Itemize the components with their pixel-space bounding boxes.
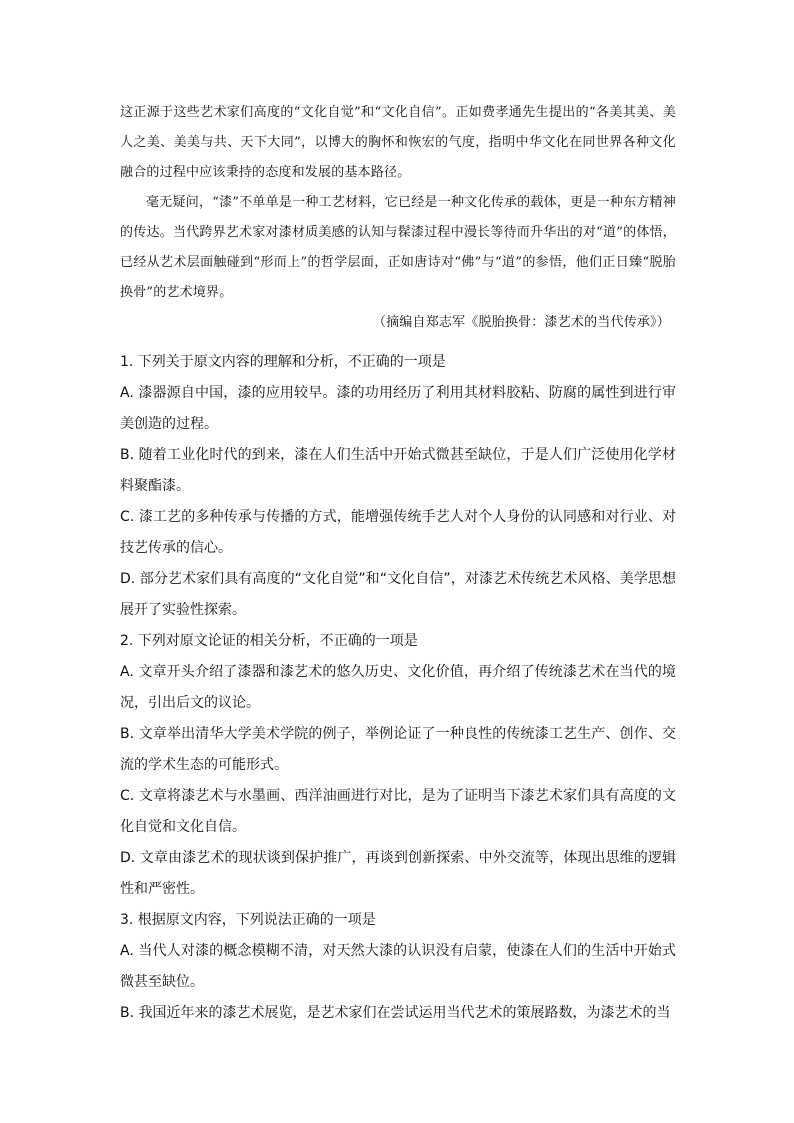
- answer-option: C. 漆工艺的多种传承与传播的方式，能增强传统手艺人对个人身份的认同感和对行业、对技艺传承的信心。: [120, 509, 676, 556]
- answer-option: A. 当代人对漆的概念模糊不清，对天然大漆的认识没有启蒙，使漆在人们的生活中开始式微甚至缺位。: [120, 943, 676, 990]
- question-list: [120, 347, 676, 1029]
- passage-source: （摘编自郑志军《脱胎换骨：漆艺术的当代传承》）: [372, 315, 670, 330]
- question-stem: 3. 根据原文内容，下列说法正确的一项是: [120, 912, 376, 928]
- answer-option: A. 漆器源自中国，漆的应用较早。漆的功用经历了利用其材料胶粘、防腐的属性到进行审美创造的过程。: [120, 385, 676, 432]
- passage-paragraph: 毫无疑问，“漆”不单单是一种工艺材料，它已经是一种文化传承的载体，更是一种东方精神的传达。当代跨界艺术家对漆材质美感的认知与髹漆过程中漫长等待而升华出的对“道”的体悟，已经从艺术层面触碰到“形而上”的哲学层面，正如唐诗对“佛”与“道”的参悟，他们正日臻“脱胎换骨”的艺术境界。: [120, 195, 676, 300]
- question-stem: 2. 下列对原文论证的相关分析，不正确的一项是: [120, 633, 418, 649]
- answer-option: B. 文章举出清华大学美术学院的例子，举例论证了一种良性的传统漆工艺生产、创作、交流的学术生态的可能形式。: [120, 726, 676, 773]
- answer-option: D. 部分艺术家们具有高度的“文化自觉”和“文化自信”，对漆艺术传统艺术风格、美学思想展开了实验性探索。: [120, 571, 676, 618]
- passage-paragraph: 这正源于这些艺术家们高度的“文化自觉”和“文化自信”。正如费孝通先生提出的“各美其美、美人之美、美美与共、天下大同”，以博大的胸怀和恢宏的气度，指明中华文化在同世界各种文化融合的过程中应该秉持的态度和发展的基本路径。: [120, 105, 676, 180]
- answer-option: B. 我国近年来的漆艺术展览，是艺术家们在尝试运用当代艺术的策展路数，为漆艺术的当: [120, 1005, 671, 1021]
- question-stem: 1. 下列关于原文内容的理解和分析，不正确的一项是: [120, 354, 446, 370]
- answer-option: B. 随着工业化时代的到来，漆在人们生活中开始式微甚至缺位，于是人们广泛使用化学材料聚酯漆。: [120, 447, 676, 494]
- answer-option: A. 文章开头介绍了漆器和漆艺术的悠久历史、文化价值，再介绍了传统漆艺术在当代的境况，引出后文的议论。: [120, 664, 676, 711]
- answer-option: D. 文章由漆艺术的现状谈到保护推广，再谈到创新探索、中外交流等，体现出思维的逻辑性和严密性。: [120, 850, 676, 897]
- reading-passage: [120, 98, 676, 338]
- answer-option: C. 文章将漆艺术与水墨画、西洋油画进行对比，是为了证明当下漆艺术家们具有高度的文化自觉和文化自信。: [120, 788, 676, 835]
